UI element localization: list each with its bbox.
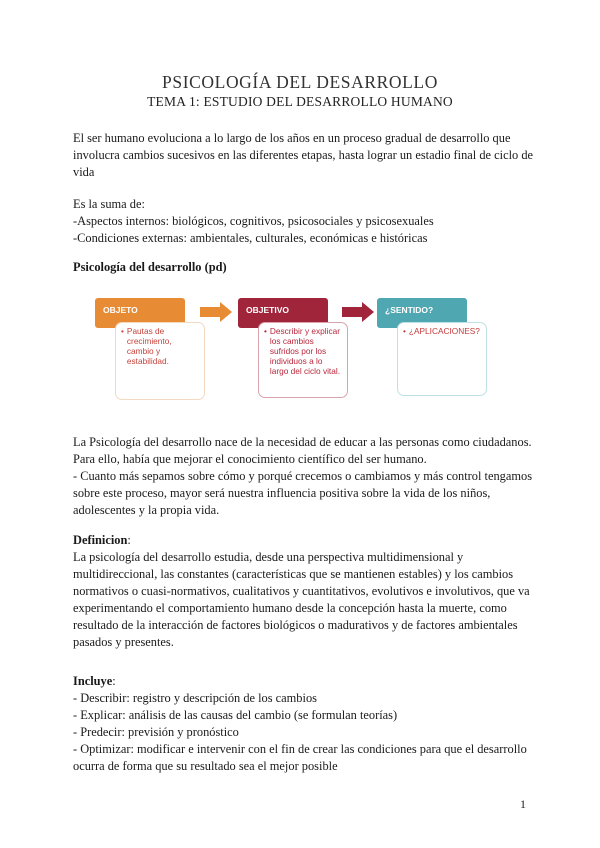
origen-line: - Cuanto más sepamos sobre cómo y porqué crecemos o cambiamos y más control tengamos sobre este proceso, mayor será nuestra influencia positiva sobre la vida de los niños, adolescentes y la propia vida. [73, 469, 533, 517]
pd-diagram [95, 298, 495, 413]
bullet-icon: • [121, 326, 124, 336]
bullet-icon: • [264, 326, 267, 336]
suma-item: -Aspectos internos: biológicos, cognitivos, psicosociales y psicosexuales [73, 214, 434, 228]
stage-header: ¿SENTIDO? [377, 298, 467, 328]
suma-lead: Es la suma de: [73, 197, 145, 211]
definicion-text: La psicología del desarrollo estudia, desde una perspectiva multidimensional y multidireccional, las constantes (características que se mantienen estables) y los cambios normativos o cuasi-normativos, cualitativos y cuantitativos, evolutivos e involutivos, que va experimentando el comportamiento humano desde la concepción hasta la muerte, como resultado de la interacción de factores biológicos o madurativos y de factores ambientales pasados y presentes. [73, 550, 530, 649]
stage-card [258, 322, 348, 398]
stage-header: OBJETIVO [238, 298, 328, 328]
arrow-right-icon [200, 302, 232, 322]
section-pd [73, 259, 533, 276]
stage-header: OBJETO [95, 298, 185, 328]
origen-block [73, 434, 533, 519]
incluye-item: - Predecir: previsión y pronóstico [73, 725, 239, 739]
definicion-colon: : [127, 533, 131, 547]
suma-block [73, 196, 533, 247]
section-pd-heading: Psicología del desarrollo (pd) [73, 260, 227, 274]
incluye-item: - Explicar: análisis de las causas del cambio (se formulan teorías) [73, 708, 398, 722]
incluye-item: - Optimizar: modificar e intervenir con el fin de crear las condiciones para que el desarrollo ocurra de forma que su resultado sea el mejor posible [73, 742, 527, 773]
document-subtitle: TEMA 1: ESTUDIO DEL DESARROLLO HUMANO [147, 94, 453, 109]
stage-card [397, 322, 487, 396]
bullet-icon: • [403, 326, 406, 336]
definicion-block [73, 532, 533, 651]
diagram-stage-sentido [377, 298, 507, 408]
incluye-item: - Describir: registro y descripción de los cambios [73, 691, 317, 705]
page-number: 1 [520, 797, 526, 811]
suma-item: -Condiciones externas: ambientales, culturales, económicas e históricas [73, 231, 428, 245]
intro-text: El ser humano evoluciona a lo largo de los años en un proceso gradual de desarrollo que involucra cambios sucesivos en las diferentes etapas, hasta lograr un estadio final de ciclo de vida [73, 131, 534, 179]
incluye-heading: Incluye [73, 674, 113, 688]
document-title: PSICOLOGÍA DEL DESARROLLO [162, 72, 438, 92]
stage-text: ¿APLICACIONES? [408, 326, 480, 336]
incluye-colon: : [112, 674, 116, 688]
stage-text: Describir y explicar los cambios sufridos por los individuos a lo largo del ciclo vital. [269, 326, 341, 376]
stage-card [115, 322, 205, 400]
stage-text: Pautas de crecimiento, cambio y estabilidad. [126, 326, 172, 366]
incluye-block [73, 673, 533, 775]
origen-line: La Psicología del desarrollo nace de la necesidad de educar a las personas como ciudadanos. Para ello, había que mejorar el conocimiento científico del ser humano. [73, 435, 532, 466]
intro-paragraph [73, 130, 533, 181]
definicion-heading: Definicion [73, 533, 128, 547]
arrow-right-icon [342, 302, 374, 322]
